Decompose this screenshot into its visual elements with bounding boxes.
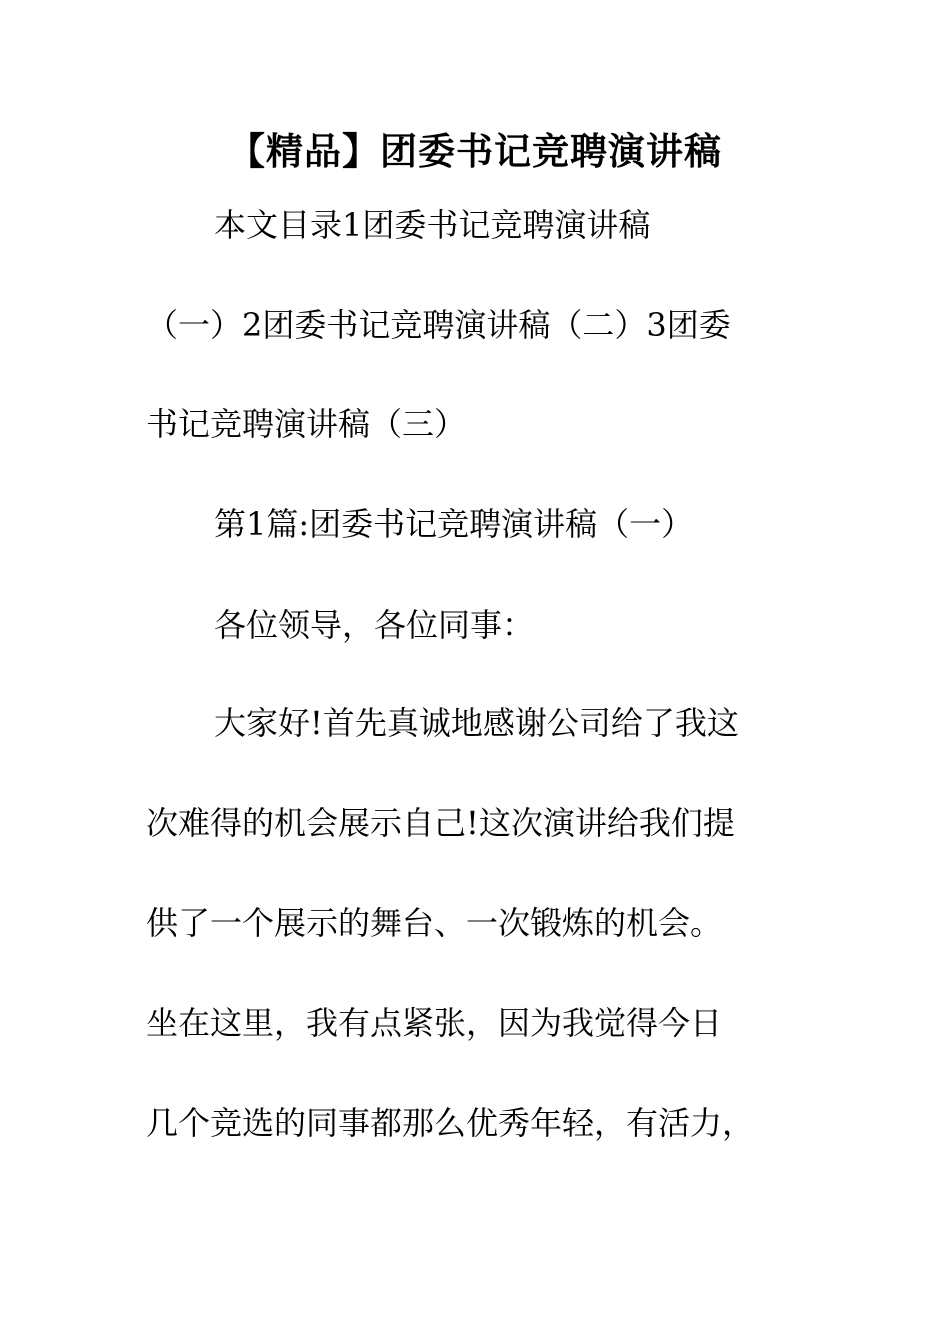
- body-line-5: 几个竞选的同事都那么优秀年轻，有活力，: [146, 1104, 755, 1142]
- document-title: 【精品】团委书记竞聘演讲稿: [228, 130, 722, 173]
- body-line-2: 次难得的机会展示自己!这次演讲给我们提: [146, 804, 735, 842]
- body-line-1: 大家好!首先真诚地感谢公司给了我这: [214, 704, 739, 742]
- section-heading: 第1篇:团委书记竞聘演讲稿（一）: [214, 505, 694, 543]
- body-line-4: 坐在这里，我有点紧张，因为我觉得今日: [146, 1004, 723, 1042]
- body-line-3: 供了一个展示的舞台、一次锻炼的机会。: [146, 904, 723, 942]
- salutation: 各位领导，各位同事：: [214, 606, 535, 644]
- toc-line-1: 本文目录1团委书记竞聘演讲稿: [214, 206, 651, 244]
- toc-line-2: （一）2团委书记竞聘演讲稿（二）3团委: [146, 306, 731, 344]
- toc-line-3: 书记竞聘演讲稿（三）: [146, 405, 467, 443]
